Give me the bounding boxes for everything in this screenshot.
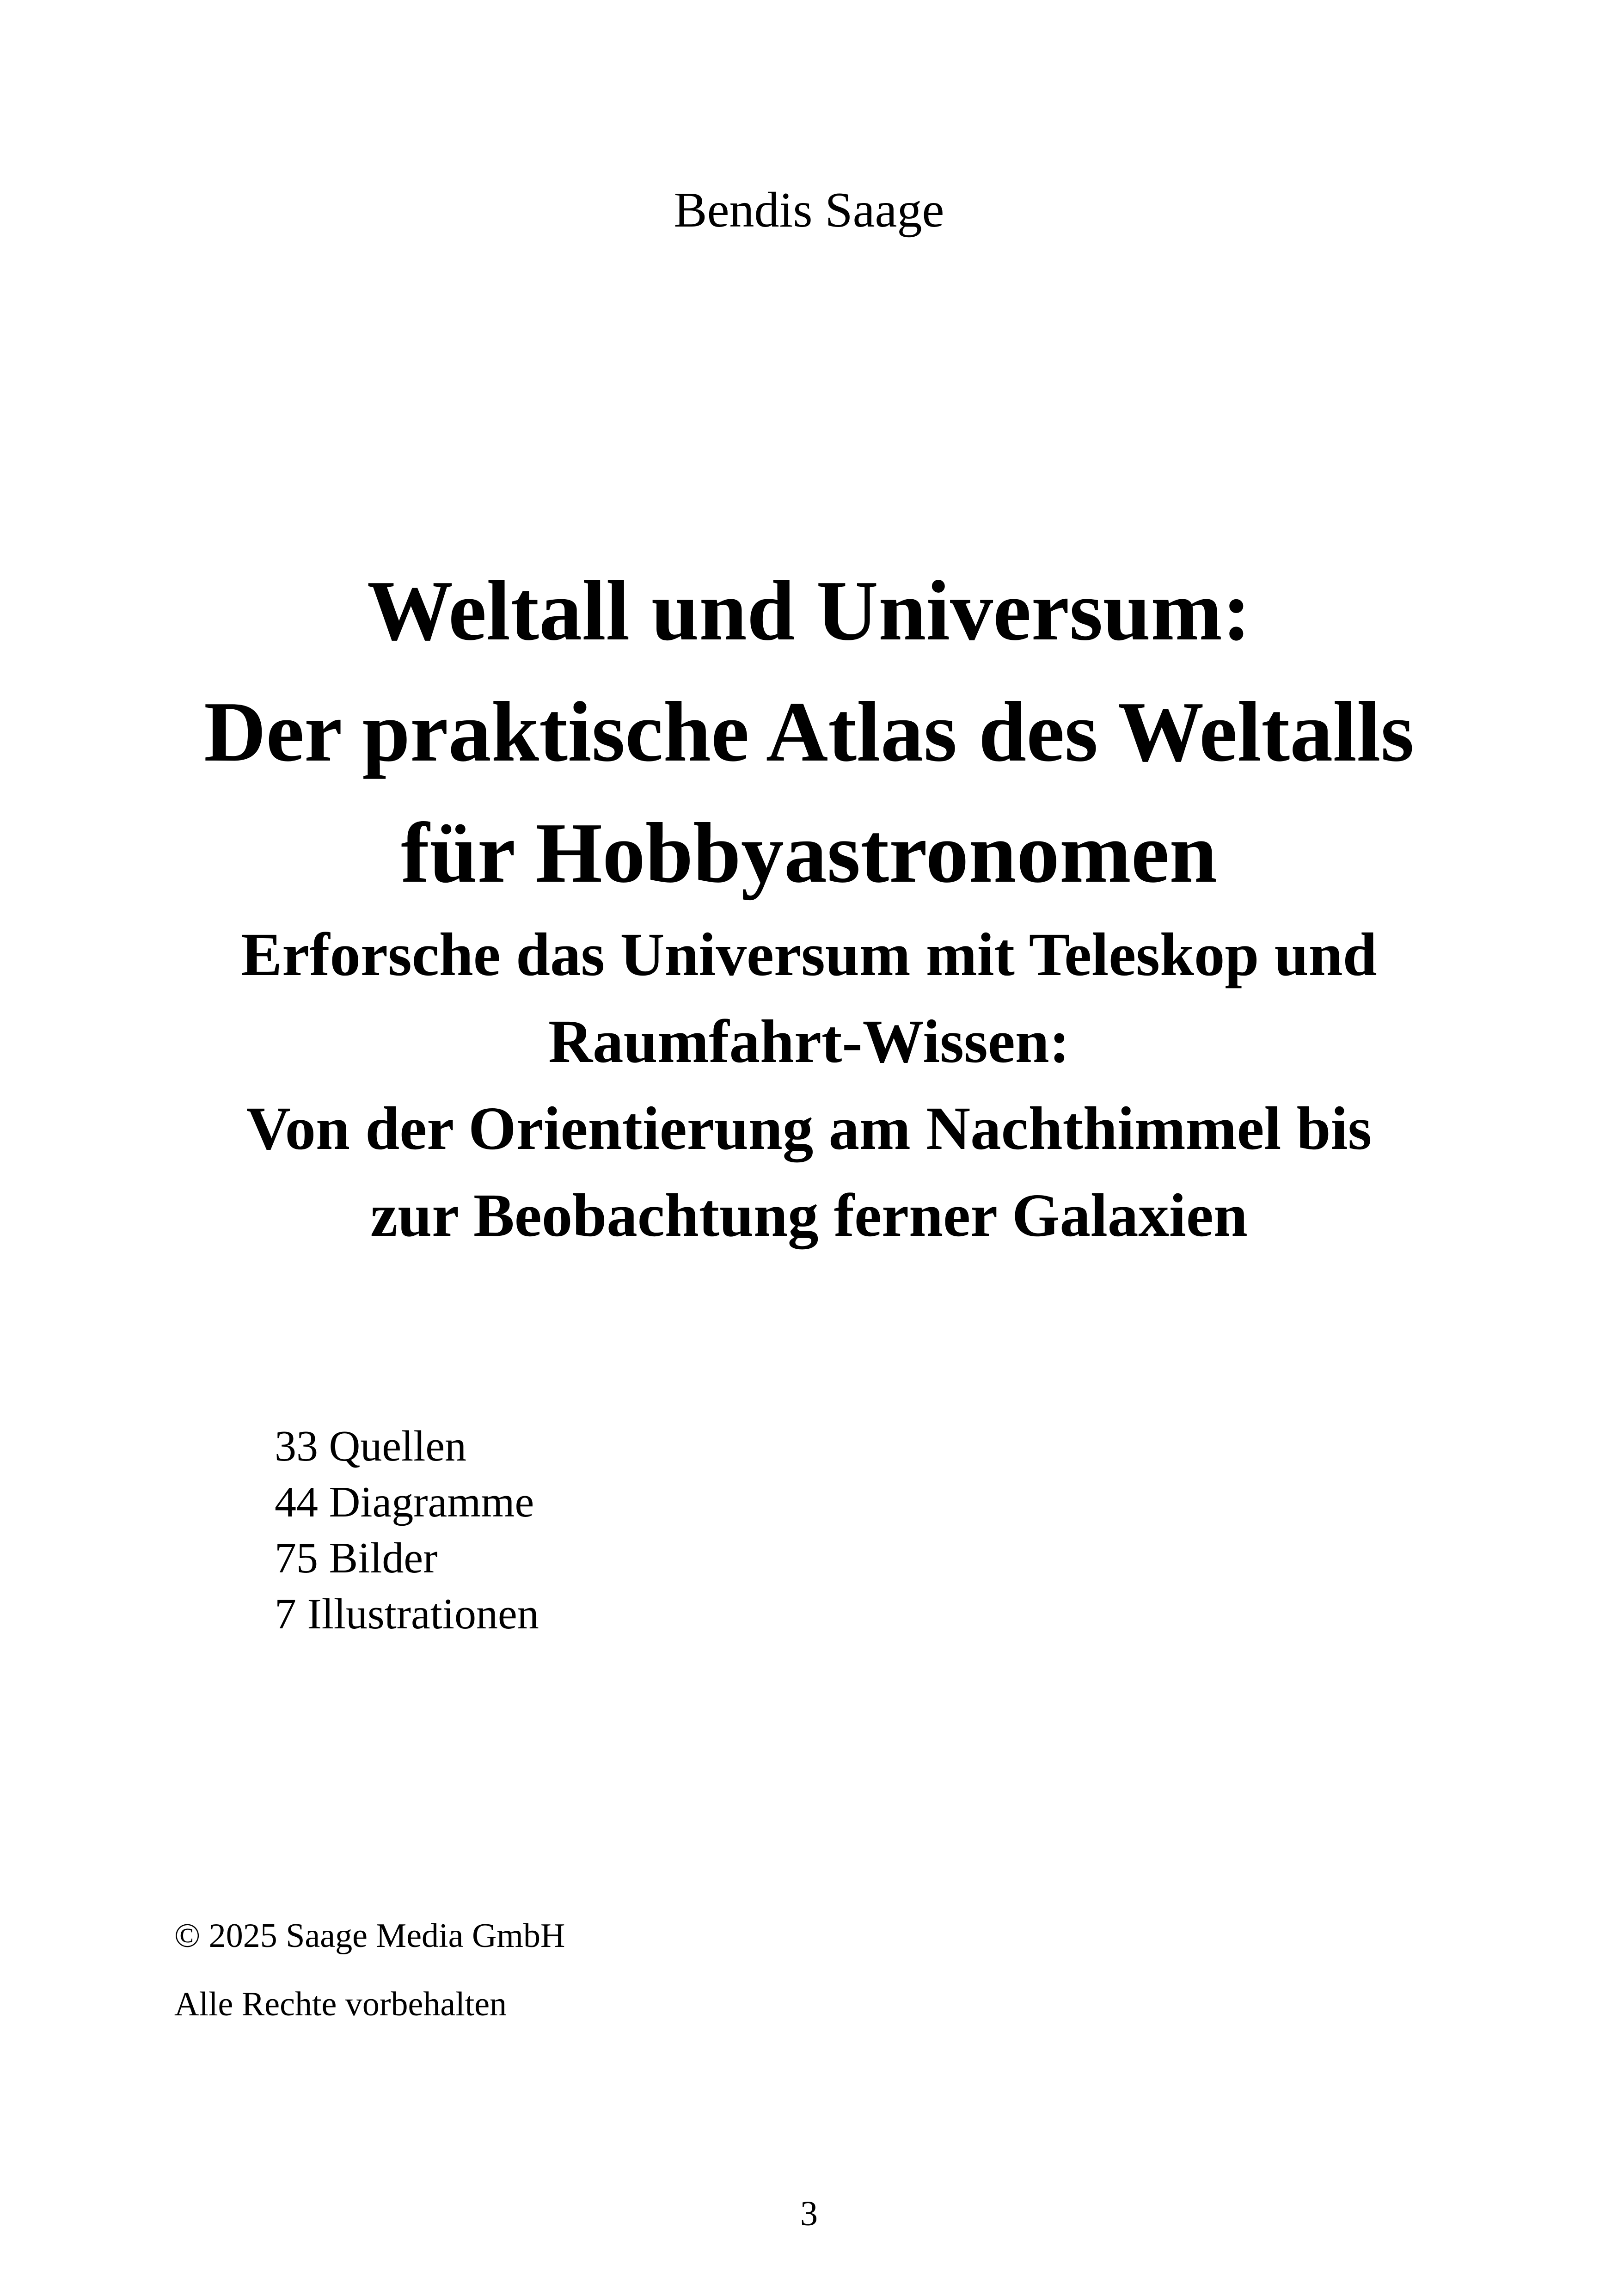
author-name: Bendis Saage [674,183,944,238]
subtitle-line: Von der Orientierung am Nachthimmel bis [246,1094,1372,1162]
title-line: für Hobbyastronomen [401,805,1217,901]
stat-diagrams: 44 Diagramme [275,1478,534,1526]
page-number: 3 [800,2194,818,2233]
title-line: Weltall und Universum: [367,563,1251,658]
copyright-notice: © 2025 Saage Media GmbH [174,1917,565,1955]
subtitle-line: zur Beobachtung ferner Galaxien [370,1181,1248,1249]
subtitle-line: Raumfahrt-Wissen: [548,1007,1070,1075]
stat-illustrations: 7 Illustrationen [275,1590,539,1638]
stat-images: 75 Bilder [275,1534,438,1582]
title-line: Der praktische Atlas des Weltalls [204,684,1414,780]
stat-sources: 33 Quellen [275,1422,467,1470]
title-block [92,550,1526,1259]
rights-notice: Alle Rechte vorbehalten [174,1985,507,2023]
subtitle-line: Erforsche das Universum mit Teleskop und [241,920,1377,988]
content-stats-list [275,1418,539,1642]
